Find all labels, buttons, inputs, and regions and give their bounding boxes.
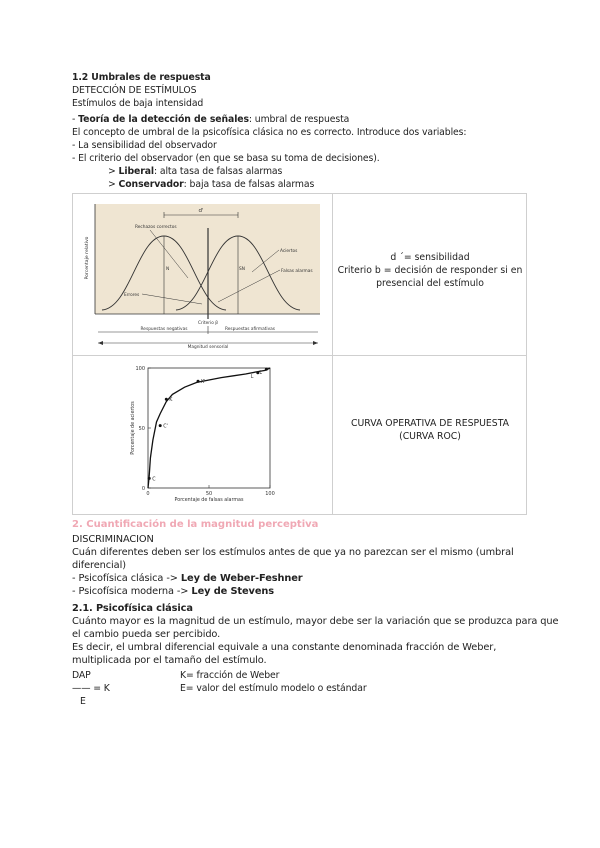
bullet-stevens [72,585,274,598]
roc-point [148,477,151,480]
roc-point-label: C [152,477,156,483]
roc-point [159,424,162,427]
section-title-cuantificacion: 2. Cuantificación de la magnitud perceptiva [72,519,319,530]
roc-ylabel: Porcentaje de aciertos [131,401,136,455]
e-definition: E= valor del estímulo modelo o estándar [180,683,367,694]
formula-numerator: DAP [72,670,91,681]
tds-term: Teoría de la detección de señales [78,114,249,125]
roc-subtitle: (CURVA ROC) [399,431,461,442]
label-false-alarms: Falsas alarmas [281,269,313,274]
label-resp-negative: Respuestas negativas [140,327,188,332]
roc-y-tick-label: 50 [138,426,145,432]
weber-prefix: - Psicofísica clásica -> [72,573,181,584]
criterio-text: Criterio b = decisión de responder si en [337,265,523,276]
tds-var-criterio: - El criterio del observador (en que se basa su toma de decisiones). [72,153,380,164]
label-misses: Errores [124,293,140,298]
sensibilidad-text: d ´= sensibilidad [390,252,470,263]
discriminacion-line2: diferencial) [72,560,126,571]
fig1-ylabel: Porcentaje relativo [85,236,90,280]
conservador-term: Conservador [118,179,184,190]
roc-points [148,368,268,483]
tds-intro: El concepto de umbral de la psicofísica clásica no es correcto. Introduce dos variables: [72,127,467,138]
roc-point-label: K' [201,380,206,386]
bullet-weber [72,572,303,585]
label-criterion: Criterio β [198,321,218,326]
roc-y-tick-label: 0 [141,486,145,492]
section-title-psicofisica: 2.1. Psicofísica clásica [72,603,193,614]
signal-detection-figure [80,198,325,350]
label-N: N [166,267,170,272]
stevens-prefix: - Psicofísica moderna -> [72,586,192,597]
roc-ticks [135,366,274,497]
roc-x-tick-label: 100 [265,491,275,497]
formula-line: —— = K [72,683,110,694]
liberal-term: Liberal [118,166,154,177]
arrow-prefix: > [108,179,119,190]
table-divider-horizontal [72,355,527,356]
section-title-umbrales: 1.2 Umbrales de respuesta [72,72,211,83]
roc-point-label: L [250,374,254,380]
tds-conservador [108,179,314,191]
magnitude-arrow-left [98,341,103,345]
dprime-label: d' [198,208,204,214]
psicofisica-p2: el cambio pueda ser percibido. [72,629,221,640]
roc-point [197,380,200,383]
label-hits: Aciertos [280,249,298,254]
discriminacion-line1: Cuán diferentes deben ser los estímulos antes de que ya no parezcan ser el mismo (umbral [72,547,514,558]
discriminacion-heading: DISCRIMINACION [72,534,154,545]
arrow-prefix: > [108,166,119,177]
subtitle-deteccion: DETECCIÓN DE ESTÍMULOS [72,85,197,96]
table-divider-vertical [332,193,333,515]
roc-point-label: C' [163,424,168,430]
label-SN: SN [239,267,245,272]
roc-point [165,398,168,401]
tds-rest: : umbral de respuesta [248,114,350,125]
conservador-rest: : baja tasa de falsas alarmas [183,179,315,190]
formula-denominator: E [80,696,86,707]
stevens-law: Ley de Stevens [191,586,274,597]
psicofisica-p3: Es decir, el umbral diferencial equivale a una constante denominada fracción de Weber, [72,642,497,653]
roc-point-label: K [169,398,173,404]
liberal-rest: : alta tasa de falsas alarmas [153,166,283,177]
roc-point [265,368,268,371]
tds-var-sensibilidad: - La sensibilidad del observador [72,140,217,151]
fig1-xlabel: Magnitud sensorial [187,345,229,350]
label-resp-affirmative: Respuestas afirmativas [224,327,276,332]
tds-liberal [108,166,282,178]
roc-y-tick-label: 100 [135,366,145,372]
bullet-tds [72,114,349,126]
presencia-text: presencial del estímulo [376,278,484,289]
k-definition: K= fracción de Weber [180,670,280,681]
roc-title: CURVA OPERATIVA DE RESPUESTA [350,418,510,429]
label-correct-rejections: Rechazos correctos [135,225,177,230]
roc-chart [118,360,286,510]
subtitle-estimulos: Estímulos de baja intensidad [72,98,204,109]
roc-point-label: L' [259,371,264,377]
magnitude-arrow-right [313,341,318,345]
psicofisica-p4: multiplicada por el tamaño del estímulo. [72,655,267,666]
bullet-dash: - [72,114,79,125]
roc-x-tick-label: 50 [205,491,213,497]
roc-xlabel: Porcentaje de falsas alarmas [174,498,244,503]
weber-law: Ley de Weber-Feshner [180,573,303,584]
roc-x-tick-label: 0 [146,491,150,497]
psicofisica-p1: Cuánto mayor es la magnitud de un estímulo, mayor debe ser la variación que se produzca para que [72,616,559,627]
